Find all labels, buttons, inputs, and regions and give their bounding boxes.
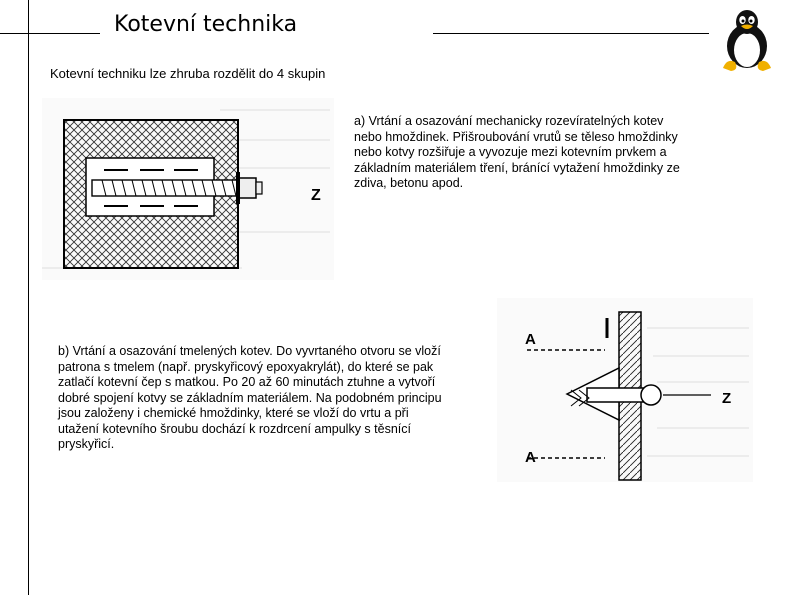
figure-b-label-top: A	[525, 331, 536, 348]
slide-subtitle: Kotevní techniku lze zhruba rozdělit do 4 skupin	[50, 66, 326, 81]
figure-b-label-right: Z	[722, 390, 732, 407]
title-rule-right	[433, 33, 709, 34]
section-a-text: a) Vrtání a osazování mechanicky rozevíratelných kotev nebo hmoždinek. Přišroubování vrutů se těleso hmoždinky nebo kotvy rozšiřuje a vyvozuje mezi kotevním prvkem a základním materiálem tření, bránící vytažení hmoždinky ze zdiva, betonu apod.	[354, 114, 680, 190]
slide-title: Kotevní technika	[114, 12, 298, 37]
title-rule-left	[0, 33, 100, 34]
figure-expansion-anchor	[42, 98, 334, 280]
vertical-rule	[28, 0, 29, 595]
figure-a-label: Z	[311, 187, 321, 204]
figure-b-label-bottom: A	[525, 449, 536, 466]
section-b-text: b) Vrtání a osazování tmelených kotev. Do vyvrtaného otvoru se vloží patrona s tmelem (např. pryskyřicový epoxyakrylát), do které se pak zatlačí kotevní čep s matkou. Po 20 až 60 minutách ztuhne a vytvoří dobré spojení kotvy se základním materiálem. Na podobném principu jsou založeny i chemické hmoždinky, které se vloží do vrtu a při utažení kotevního šroubu dochází k rozdrcení ampulky s těsnící pryskyřicí.	[58, 344, 442, 451]
tux-penguin-icon	[719, 8, 775, 72]
